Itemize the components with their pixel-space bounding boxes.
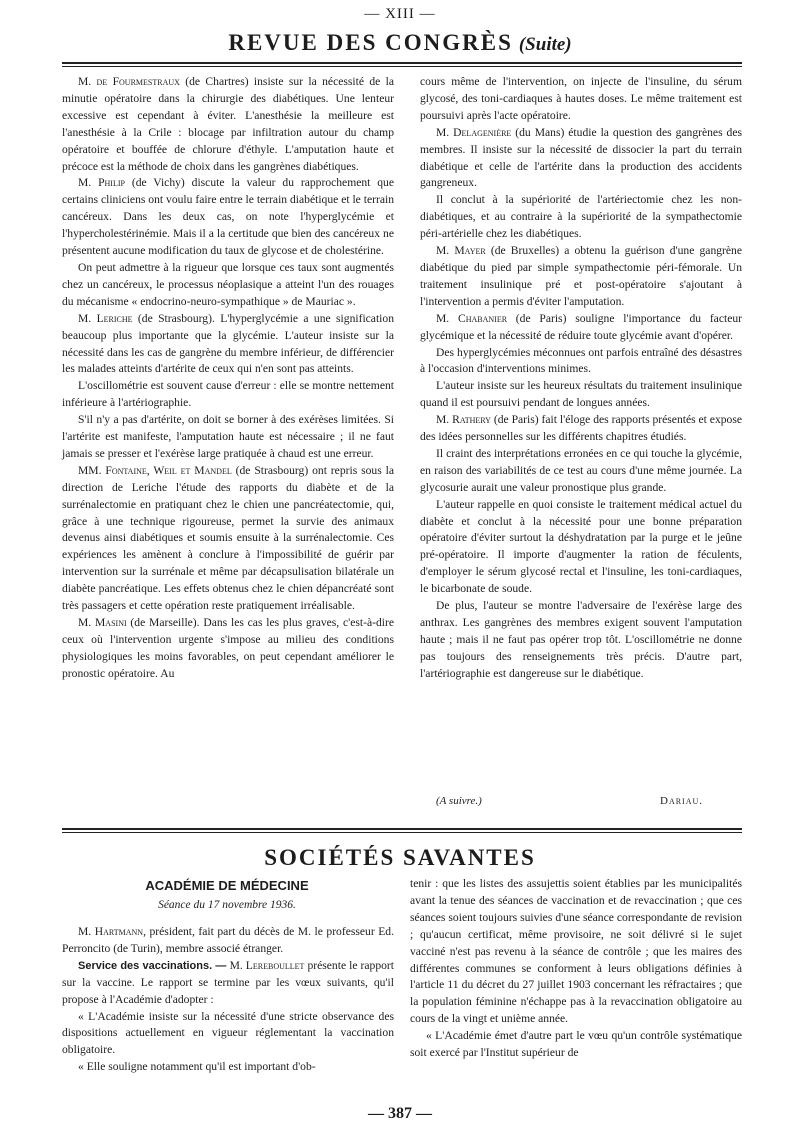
speaker-name: M. Mayer [436,244,486,258]
section-divider [62,828,742,830]
paragraph-text: (de Strasbourg) ont repris sous la direction de Leriche l'étude des rapports du diabète et de la surrénalectomie en pratiquant chez le chien une pancréatectomie, qui, grâce à une technique rigoureuse, permet la survie des animaux devenus ainsi diabétiques et soumis ensuite à la surrénalectomie. Ces expériences les amènent à conclure à l'impossibilité de guérir par intervention sur la surrénale et même par décapsulisation bilatérale un diabète pancréatique. Les effets obtenus chez le chien dépancréaté sont très passagers et cette opération reste pratiquement irréalisable. [62,463,394,613]
paragraph-text: Il craint des interprétations erronées en ce qui touche la glycémie, en raison des variabilités de ce test au cours d'une même journée. La glycosurie aurait une valeur pronostique plus grande. [420,446,742,494]
paragraph [62,1009,394,1060]
paragraph [420,311,742,345]
paragraph-text: « L'Académie émet d'autre part le vœu qu'un contrôle systématique soit exercé par l'Institut supérieur de [410,1029,742,1060]
paragraph [62,924,394,958]
speaker-name: M. Lereboullet [229,958,305,972]
paragraph-text: S'il n'y a pas d'artérite, on doit se borner à des exérèses limitées. Si l'artérite est manifeste, l'amputation haute est nécessaire ; il ne faut jamais se presser et l'exérèse large pratiquée à chaud est une erreur. [62,413,394,460]
paragraph-text: (de Chartres) insiste sur la nécessité de la minutie opératoire dans la chirurgie des diabétiques. Une lenteur excessive est cependant à éviter. L'anesthésie la meilleure est l'anesthésie à la Crile : blocage par infiltration autour du champ opératoire et bouffée de chlorure d'éthyle. L'amputation haute et précoce est la méthode de choix dans les gangrènes diabétiques. [62,75,394,173]
paragraph [420,378,742,412]
paragraph-text: Il conclut à la supériorité de l'artériectomie chez les non-diabétiques, et au contraire à la supériorité de la sympathectomie péri-artérielle chez les diabétiques. [420,193,742,241]
paragraph-text: De plus, l'auteur se montre l'adversaire de l'exérèse large des anthrax. Les gangrènes des membres exigent souvent l'amputation haute ; mais il ne faut pas opérer trop tôt. L'oscillométrie ne donne pas toujours des renseignements très précis. D'autre part, l'artériographie est dangereuse sur le diabétique. [420,599,742,680]
paragraph-text: Des hyperglycémies méconnues ont parfois entraîné des désastres à l'occasion d'interventions minimes. [420,345,742,376]
speaker-name: M. Hartmann [78,925,144,938]
paragraph [62,463,394,615]
paragraph [62,311,394,379]
paragraph [420,125,742,193]
speaker-name: M. Chabanier [436,311,508,325]
paragraph [62,958,394,1009]
a-suivre-note: (A suivre.) [436,795,482,807]
paragraph-text: L'auteur insiste sur les heureux résultats du traitement insulinique quand il est poursuivi pendant de longues années. [420,379,742,410]
section-title-revue [0,30,800,56]
paragraph-text: , président, fait part du décès de M. le professeur Ed. Perroncito (de Turin), membre associé étranger. [62,925,394,955]
academie-subtitle: ACADÉMIE DE MÉDECINE [145,878,309,893]
title-rule-thin [62,66,742,67]
paragraph-text: « L'Académie insiste sur la nécessité d'une stricte observance des dispositions actuellement en vigueur réglementant la vaccination obligatoire. [62,1009,394,1057]
paragraph [62,378,394,412]
paragraph-text: présente le rapport sur la vaccine. Le rapport se termine par les vœux suivants, qu'il propose à l'Académie d'adopter : [62,958,395,1006]
paragraph-text: (de Strasbourg). L'hyperglycémie a une signification beaucoup plus importante que la glycémie. L'auteur insiste sur la nécessité dans les cas de gangrène du membre inférieur, de différencier les malades atteints d'artérite de ceux qui n'en sont pas atteints. [62,311,394,376]
paragraph [420,598,742,683]
paragraph-text: L'oscillométrie est souvent cause d'erreur : elle se montre nettement inférieure à l'artériographie. [62,379,394,410]
paragraph [420,412,742,446]
speaker-name: M. Masini [78,616,127,629]
speaker-name: M. de Fourmestraux [78,75,180,88]
title-suffix: (Suite) [518,34,572,55]
paragraph-text: cours même de l'intervention, on injecte de l'insuline, du sérum glycosé, des toni-cardiaques à hautes doses. Le même traitement est poursuivi après l'acte opératoire. [420,75,742,122]
paragraph-text: L'auteur rappelle en quoi consiste le traitement médical actuel du diabète et conclut à la nécessité pour une bonne préparation opératoire d'éviter surtout la déshydratation par la purge et le jeûne pré-opératoire. Il importe d'augmenter la ration de féculents, d'employer le sérum glycosé rectal et l'insuline, les toni-cardiaques, le bicarbonate de soude. [420,497,742,596]
paragraph [62,260,394,311]
academie-right-column [410,876,742,1062]
speaker-name: M. Delagenière [436,125,512,139]
paragraph-text: (de Paris) souligne l'importance du facteur glycémique et la nécessité de réduire toute glycémie avant d'opérer. [420,311,743,342]
speaker-name: M. Philip [78,176,125,190]
paragraph-text: (de Paris) fait l'éloge des rapports présentés et expose des idées personnelles sur les différents chapitres étudiés. [420,413,743,444]
paragraph-heading: Service des vaccinations. — [78,959,230,972]
page-number: — 387 — [368,1105,432,1122]
paragraph-text: (de Vichy) discute la valeur du rapprochement que certains cliniciens ont voulu faire entre le terrain diabétique et le terrain cancéreux. Dans les deux cas, on note l'hyperglycémie et l'hypercholestérinémie. Mais il a la certitude que bien des cancéreux ne présentent aucune modification du taux de glycose et de cholestérine. [62,176,394,258]
section-title-societes: SOCIÉTÉS SAVANTES [264,845,536,870]
paragraph [420,446,742,497]
session-date: Séance du 17 novembre 1936. [158,899,296,911]
page-roman-numeral: — XIII — [364,6,436,22]
title-rule [62,62,742,64]
paragraph [420,345,742,379]
paragraph [62,74,394,175]
title-text: REVUE DES CONGRÈS [228,30,513,55]
paragraph [410,876,742,1028]
paragraph [420,192,742,243]
paragraph [62,1059,394,1076]
speaker-name: M. Leriche [78,311,133,325]
paragraph [62,615,394,683]
right-column [420,74,742,683]
paragraph [62,175,394,260]
paragraph [62,412,394,463]
paragraph-text: « Elle souligne notamment qu'il est important d'ob- [78,1060,316,1074]
paragraph-text: (de Marseille). Dans les cas les plus graves, c'est-à-dire ceux où l'intervention urgente s'impose au milieu des conditions physiologiques les moins favorables, on peut cependant améliorer le pronostic opératoire. Au [62,616,394,680]
paragraph [420,497,742,598]
paragraph [420,243,742,311]
section-divider-thin [62,832,742,833]
left-column [62,74,394,683]
academie-left-column [62,924,394,1076]
speaker-name: MM. Fontaine, Weil et Mandel [78,463,232,477]
paragraph [410,1028,742,1062]
paragraph-text: tenir : que les listes des assujettis soient établies par les municipalités avant la tenue des séances de vaccination et de revaccination ; que ces séances soient toujours suivies d'une séance correspondante de revision ; qu'aucun certificat, même provisoire, ne soit délivré si le sujet vacciné n'est pas revenu à la séance de contrôle ; que les maires des différentes communes se conforment à leurs obligations définies à l'article 11 du décret du 27 juillet 1903 concernant les réfractaires ; que la population féminine n'échappe pas à la revaccination obligatoire au cours de la vingt et unième année. [410,877,742,1026]
paragraph-text: (de Bruxelles) a obtenu la guérison d'une gangrène diabétique du pied par simple sympathectomie péri-fémorale. Un traitement insulinique pré et post-opératoire s'ajoutant à l'intervention a permis d'éviter l'amputation. [420,244,742,308]
author-signature: Dariau. [660,795,704,807]
speaker-name: M. Rathery [436,413,491,427]
paragraph [420,74,742,125]
paragraph-text: On peut admettre à la rigueur que lorsque ces taux sont augmentés chez un cancéreux, le processus néoplasique a atteint l'un des rouages du mécanisme « endocrino-neuro-sympathique » de Mauriac ». [62,260,394,308]
paragraph-text: (du Mans) étudie la question des gangrènes des membres. Il insiste sur la nécessité de dissocier la part du terrain diabétique et celle de l'artérite dans la production des accidents gangreneux. [420,125,742,190]
